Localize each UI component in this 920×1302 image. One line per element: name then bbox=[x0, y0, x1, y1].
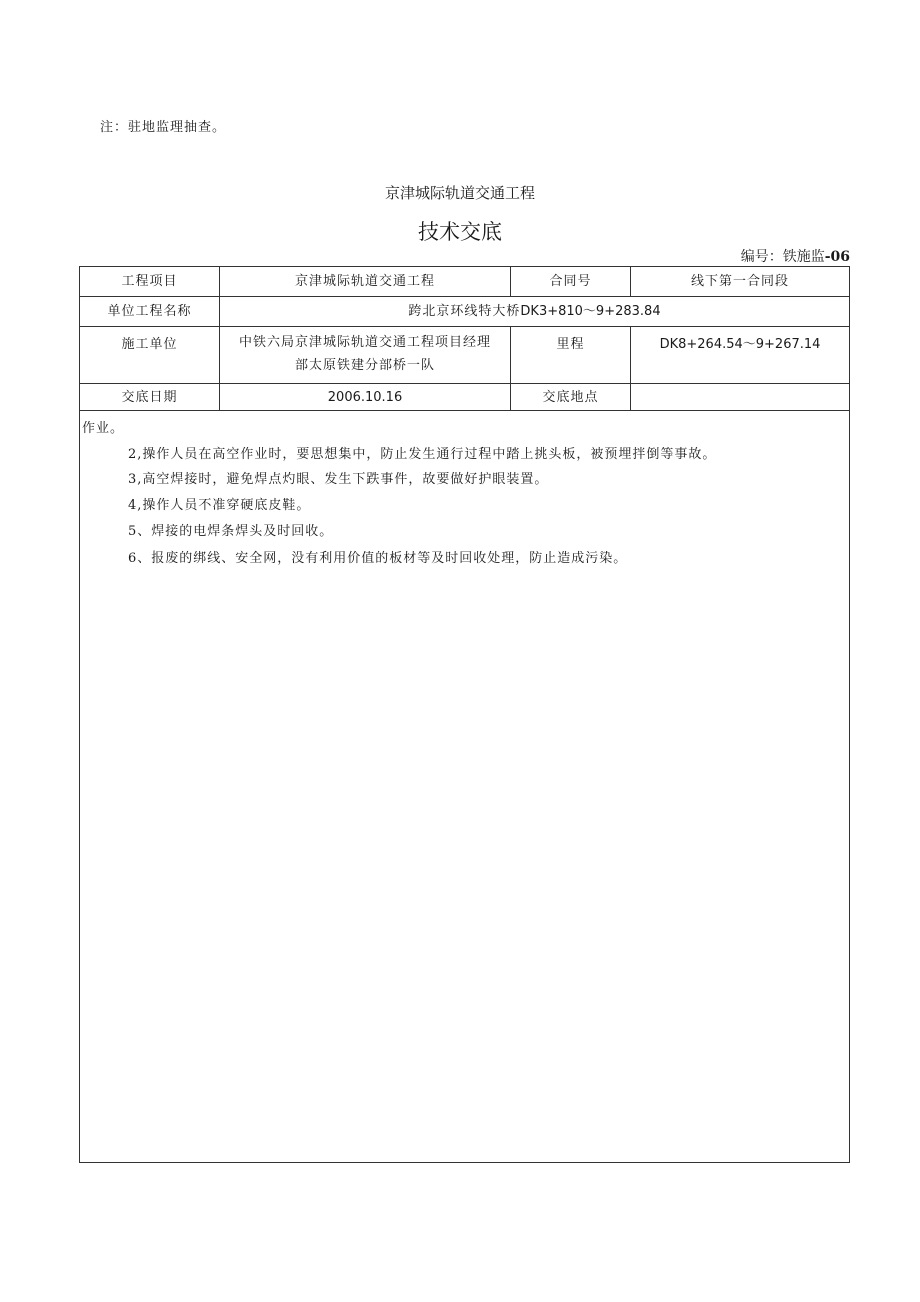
content-item: 2,操作人员在高空作业时，要思想集中，防止发生通行过程中踏上挑头板，被预埋拌倒等事故。 bbox=[128, 447, 717, 462]
document-number-value: -06 bbox=[824, 249, 850, 265]
location-value bbox=[631, 384, 849, 410]
content-item: 3,高空焊接时，避免焊点灼眼、发生下跌事件，故要做好护眼装置。 bbox=[128, 472, 549, 487]
content-item: 6、报废的绑线、安全网，没有利用价值的板材等及时回收处理，防止造成污染。 bbox=[128, 551, 628, 566]
form-row-project bbox=[80, 267, 849, 297]
content-item: 5、焊接的电焊条焊头及时回收。 bbox=[128, 524, 334, 539]
project-subtitle: 京津城际轨道交通工程 bbox=[384, 184, 535, 202]
content-first-line: 作业。 bbox=[82, 421, 125, 436]
project-label: 工程项目 bbox=[80, 267, 220, 296]
mileage-label: 里程 bbox=[511, 327, 631, 383]
contractor-line-1: 中铁六局京津城际轨道交通工程项目经理 bbox=[238, 335, 491, 350]
location-label: 交底地点 bbox=[511, 384, 631, 410]
unit-project-label: 单位工程名称 bbox=[80, 297, 220, 326]
form-row-contractor bbox=[80, 327, 849, 384]
document-number bbox=[741, 246, 850, 266]
unit-project-value bbox=[220, 297, 849, 326]
page-title: 技术交底 bbox=[418, 220, 502, 244]
document-number-label: 编号：铁施监 bbox=[740, 249, 825, 265]
date-label: 交底日期 bbox=[80, 384, 220, 410]
project-value: 京津城际轨道交通工程 bbox=[220, 267, 511, 296]
contract-label: 合同号 bbox=[511, 267, 631, 296]
contractor-line-2: 部太原铁建分部桥一队 bbox=[294, 358, 435, 373]
content-item: 4,操作人员不准穿硬底皮鞋。 bbox=[128, 498, 311, 513]
date-value: 2006.10.16 bbox=[220, 384, 511, 410]
footnote: 注：驻地监理抽查。 bbox=[100, 120, 227, 135]
disclosure-form bbox=[79, 266, 850, 1163]
form-row-date bbox=[80, 384, 849, 411]
contract-value: 线下第一合同段 bbox=[690, 274, 789, 289]
unit-project-chainage: DK3+810～9+283.84 bbox=[520, 304, 661, 319]
form-row-unit-project bbox=[80, 297, 849, 327]
mileage-value: DK8+264.54～9+267.14 bbox=[659, 337, 821, 352]
unit-project-name: 跨北京环线特大桥 bbox=[408, 304, 521, 319]
contractor-value bbox=[220, 327, 511, 383]
contractor-label: 施工单位 bbox=[80, 327, 220, 383]
